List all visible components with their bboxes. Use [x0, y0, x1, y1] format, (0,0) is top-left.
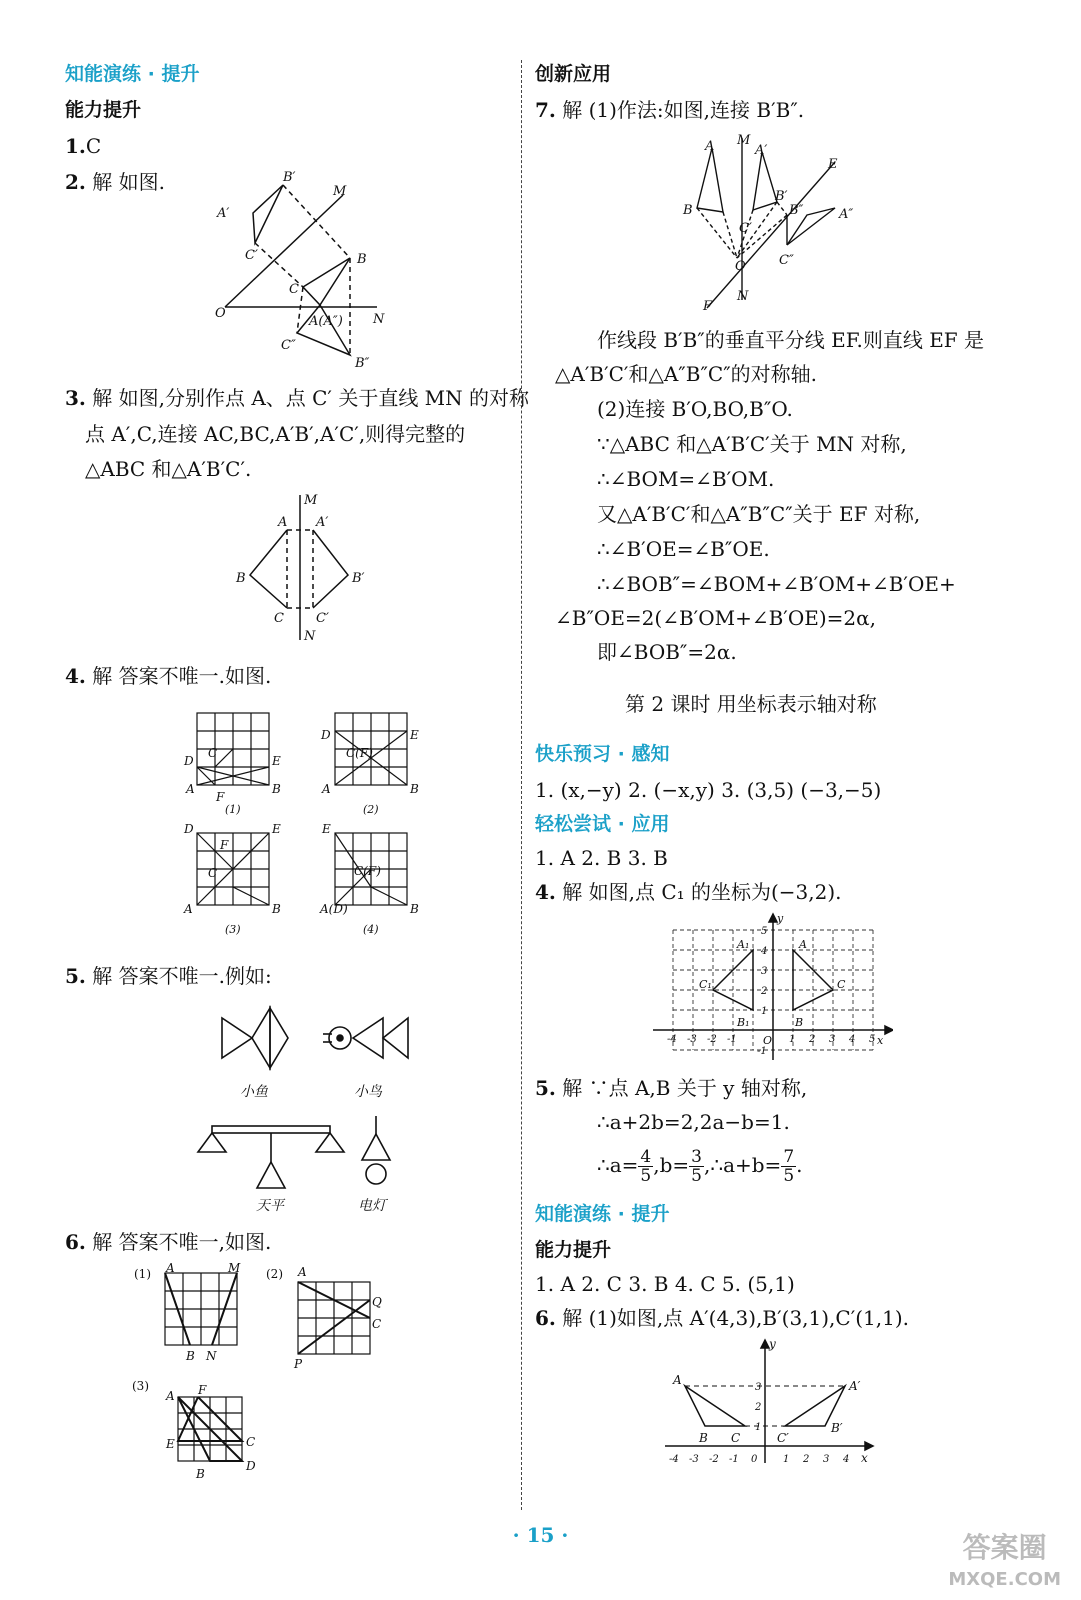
svg-text:E: E: [410, 728, 419, 742]
answer-7-line8: ∴∠B′OE=∠B″OE.: [597, 537, 770, 561]
svg-text:D: D: [184, 754, 194, 768]
svg-text:y: y: [777, 912, 784, 925]
svg-text:C″: C″: [281, 338, 296, 353]
section-title-innovation: 创新应用: [535, 63, 612, 85]
subsection-title-practice: 能力提升: [535, 1239, 612, 1261]
svg-text:O: O: [215, 306, 226, 321]
figure-q7: [675, 130, 895, 310]
svg-text:C′: C′: [316, 611, 329, 626]
svg-text:x: x: [861, 1451, 868, 1465]
svg-text:A: A: [166, 1261, 175, 1275]
answer-7-line10: ∠B″OE=2(∠B′OM+∠B′OE)=2α,: [555, 606, 876, 630]
figure-q5: [190, 1000, 430, 1220]
svg-text:E: E: [272, 754, 281, 768]
svg-text:3: 3: [755, 1382, 762, 1393]
grid-caption-4: (4): [363, 923, 379, 936]
svg-text:A′: A′: [217, 206, 230, 221]
svg-text:-2: -2: [707, 1034, 717, 1045]
answer-6: 6. 解 答案不唯一,如图.: [65, 1230, 272, 1254]
svg-text:C(F): C(F): [346, 746, 373, 760]
answer-7-line5: ∵△ABC 和△A′B′C′关于 MN 对称,: [597, 432, 907, 456]
figure-practice6: [665, 1338, 885, 1468]
svg-text:C(F): C(F): [354, 864, 381, 878]
svg-text:2: 2: [803, 1454, 810, 1465]
figure-q3: [230, 490, 380, 650]
figure-try4: [653, 910, 893, 1070]
fig-label-lamp: 电灯: [358, 1198, 386, 1214]
svg-text:A: A: [705, 139, 715, 154]
svg-text:1: 1: [761, 1006, 768, 1017]
svg-text:A(D): A(D): [320, 902, 348, 916]
svg-text:1: 1: [789, 1034, 796, 1045]
svg-text:C: C: [372, 1317, 382, 1331]
svg-text:C: C: [731, 1431, 741, 1445]
svg-text:C: C: [246, 1435, 256, 1449]
section-title-practice: 知能演练 · 提升: [535, 1203, 670, 1225]
svg-text:F: F: [198, 1383, 207, 1397]
svg-text:E: E: [322, 822, 331, 836]
svg-text:(1): (1): [134, 1267, 151, 1281]
svg-text:M: M: [737, 133, 751, 148]
answer-7-line9: ∴∠BOB″=∠BOM+∠B′OM+∠B′OE+: [597, 572, 956, 596]
svg-text:2: 2: [761, 986, 768, 997]
svg-text:B: B: [683, 203, 693, 218]
fig-label-fish: 小鱼: [240, 1084, 268, 1100]
svg-text:B″: B″: [355, 356, 370, 371]
svg-text:1: 1: [755, 1422, 762, 1433]
svg-text:A: A: [298, 1265, 307, 1279]
fraction-b: $\frac{3}{5}$: [691, 1147, 702, 1186]
fraction-a: $\frac{4}{5}$: [640, 1147, 652, 1186]
svg-text:N: N: [737, 289, 749, 304]
svg-text:4: 4: [843, 1454, 850, 1465]
svg-text:A: A: [278, 515, 288, 530]
answer-7-line3: △A′B′C′和△A″B″C″的对称轴.: [555, 362, 818, 386]
svg-text:A′: A′: [849, 1379, 861, 1393]
answer-4: 4. 解 答案不唯一.如图.: [65, 664, 272, 688]
try-answer-5-line1: 5. 解 ∵点 A,B 关于 y 轴对称,: [535, 1076, 808, 1100]
try-answer-4: 4. 解 如图,点 C₁ 的坐标为(−3,2).: [535, 880, 842, 904]
svg-text:(2): (2): [266, 1267, 283, 1281]
svg-text:E: E: [272, 822, 281, 836]
answer-2: 2. 解 如图.: [65, 170, 165, 194]
svg-text:B: B: [699, 1431, 708, 1445]
answer-7-line7: 又△A′B′C′和△A″B″C″关于 EF 对称,: [597, 502, 921, 526]
svg-text:B: B: [196, 1467, 205, 1481]
svg-text:A: A: [184, 902, 193, 916]
svg-text:B′: B′: [831, 1421, 843, 1435]
svg-text:B: B: [186, 1349, 195, 1363]
svg-text:-3: -3: [689, 1454, 699, 1465]
svg-text:A′: A′: [316, 515, 329, 530]
svg-text:C₁: C₁: [699, 978, 712, 991]
svg-text:Q: Q: [372, 1295, 382, 1309]
svg-text:M: M: [333, 184, 347, 199]
svg-text:5: 5: [761, 926, 768, 937]
fig-label-scale: 天平: [256, 1198, 284, 1214]
svg-text:1: 1: [783, 1454, 790, 1465]
figure-q6: [128, 1260, 408, 1485]
svg-text:B′: B′: [775, 189, 788, 204]
svg-text:5: 5: [869, 1034, 876, 1045]
svg-text:E: E: [166, 1437, 175, 1451]
svg-text:C: C: [837, 978, 846, 991]
answer-3-line2: 点 A′,C,连接 AC,BC,A′B′,A′C′,则得完整的: [85, 422, 466, 446]
svg-text:C″: C″: [779, 253, 794, 268]
svg-text:3: 3: [829, 1034, 836, 1045]
svg-text:B: B: [410, 902, 419, 916]
svg-text:-2: -2: [709, 1454, 719, 1465]
answer-3-line1: 3. 解 如图,分别作点 A、点 C′ 关于直线 MN 的对称: [65, 386, 530, 410]
svg-text:3: 3: [761, 966, 768, 977]
svg-text:A: A: [673, 1373, 682, 1387]
svg-text:C: C: [208, 866, 218, 880]
fraction-sum: $\frac{7}{5}$: [783, 1147, 795, 1186]
svg-text:-4: -4: [669, 1454, 679, 1465]
svg-text:B′: B′: [352, 571, 365, 586]
grid-caption-3: (3): [225, 923, 241, 936]
svg-text:B: B: [795, 1016, 804, 1029]
try-answer-5-line3: ∴a= $\frac{4}{5}$ ,b= $\frac{3}{5}$ ,∴a+b= $\frac{7}{5}$ .: [597, 1147, 803, 1186]
figure-q4: [180, 705, 440, 940]
svg-text:4: 4: [849, 1034, 856, 1045]
practice-answers: 1. A 2. C 3. B 4. C 5. (5,1): [535, 1272, 795, 1296]
svg-text:C′: C′: [739, 221, 752, 236]
svg-text:B: B: [410, 782, 419, 796]
svg-text:N: N: [304, 629, 316, 644]
svg-text:A″: A″: [839, 207, 854, 222]
svg-text:A′: A′: [755, 143, 768, 158]
svg-text:-1: -1: [757, 1046, 767, 1057]
svg-text:D: D: [184, 822, 194, 836]
column-divider: [521, 60, 522, 1510]
svg-text:4: 4: [761, 946, 768, 957]
answer-7-line6: ∴∠BOM=∠B′OM.: [597, 467, 775, 491]
svg-text:B: B: [236, 571, 246, 586]
svg-text:O: O: [763, 1034, 773, 1047]
try-answer-5-line2: ∴a+2b=2,2a−b=1.: [597, 1110, 790, 1134]
subsection-title: 能力提升: [65, 99, 142, 121]
svg-text:B″: B″: [789, 203, 804, 218]
svg-text:D: D: [321, 728, 331, 742]
section-title-preview: 快乐预习 · 感知: [535, 743, 670, 765]
svg-text:F: F: [220, 838, 229, 852]
svg-text:E: E: [828, 157, 838, 172]
answer-5: 5. 解 答案不唯一.例如:: [65, 964, 272, 988]
svg-text:-4: -4: [667, 1034, 677, 1045]
try-answers: 1. A 2. B 3. B: [535, 846, 668, 870]
svg-text:C: C: [289, 282, 299, 297]
svg-text:0: 0: [751, 1454, 758, 1465]
svg-text:M: M: [228, 1261, 241, 1275]
svg-text:P: P: [294, 1357, 303, 1371]
svg-text:C: C: [208, 746, 218, 760]
svg-text:B: B: [272, 782, 281, 796]
svg-text:F: F: [703, 299, 713, 310]
svg-text:N: N: [206, 1349, 217, 1363]
svg-text:2: 2: [809, 1034, 816, 1045]
answer-3-line3: △ABC 和△A′B′C′.: [85, 457, 252, 481]
preview-answers: 1. (x,−y) 2. (−x,y) 3. (3,5) (−3,−5): [535, 778, 882, 802]
figure-q2: [205, 165, 405, 375]
practice-answer-6: 6. 解 (1)如图,点 A′(4,3),B′(3,1),C′(1,1).: [535, 1306, 910, 1330]
svg-text:C′: C′: [245, 248, 258, 263]
svg-text:C: C: [274, 611, 284, 626]
svg-text:y: y: [769, 1338, 776, 1351]
svg-text:-3: -3: [687, 1034, 697, 1045]
answer-7-line2: 作线段 B′B″的垂直平分线 EF.则直线 EF 是: [597, 328, 985, 352]
svg-text:D: D: [246, 1459, 256, 1473]
svg-text:3: 3: [823, 1454, 830, 1465]
svg-text:N: N: [373, 312, 385, 327]
svg-text:B₁: B₁: [737, 1016, 750, 1029]
section-title: 知能演练 · 提升: [65, 63, 200, 85]
svg-text:F: F: [216, 790, 225, 804]
svg-text:M: M: [304, 493, 318, 508]
svg-text:A₁: A₁: [737, 938, 750, 951]
answer-7-line4: (2)连接 B′O,BO,B″O.: [597, 397, 793, 421]
svg-text:A(A″): A(A″): [309, 314, 343, 329]
grid-caption-1: (1): [225, 803, 241, 816]
answer-7-line11: 即∠BOB″=2α.: [597, 640, 737, 664]
watermark-logo: 答案圈 MXQE.COM: [948, 1531, 1061, 1590]
page-number: · 15 ·: [512, 1523, 569, 1547]
answer-1: 1.C: [65, 134, 102, 158]
svg-text:x: x: [877, 1034, 884, 1047]
svg-text:A: A: [799, 938, 807, 951]
section-title-try: 轻松尝试 · 应用: [535, 813, 670, 835]
svg-text:C′: C′: [777, 1431, 789, 1445]
svg-text:A: A: [322, 782, 331, 796]
svg-text:A: A: [166, 1389, 175, 1403]
svg-text:B: B: [357, 252, 367, 267]
svg-text:(3): (3): [132, 1379, 149, 1393]
svg-text:-1: -1: [727, 1034, 737, 1045]
lesson-title: 第 2 课时 用坐标表示轴对称: [625, 692, 877, 716]
fig-label-bird: 小鸟: [354, 1084, 382, 1100]
answer-7-line1: 7. 解 (1)作法:如图,连接 B′B″.: [535, 98, 805, 122]
grid-caption-2: (2): [363, 803, 379, 816]
svg-text:A: A: [186, 782, 195, 796]
svg-text:2: 2: [755, 1402, 762, 1413]
svg-text:O: O: [735, 259, 746, 274]
svg-text:B′: B′: [283, 170, 296, 185]
svg-text:-1: -1: [729, 1454, 739, 1465]
svg-text:B: B: [272, 902, 281, 916]
